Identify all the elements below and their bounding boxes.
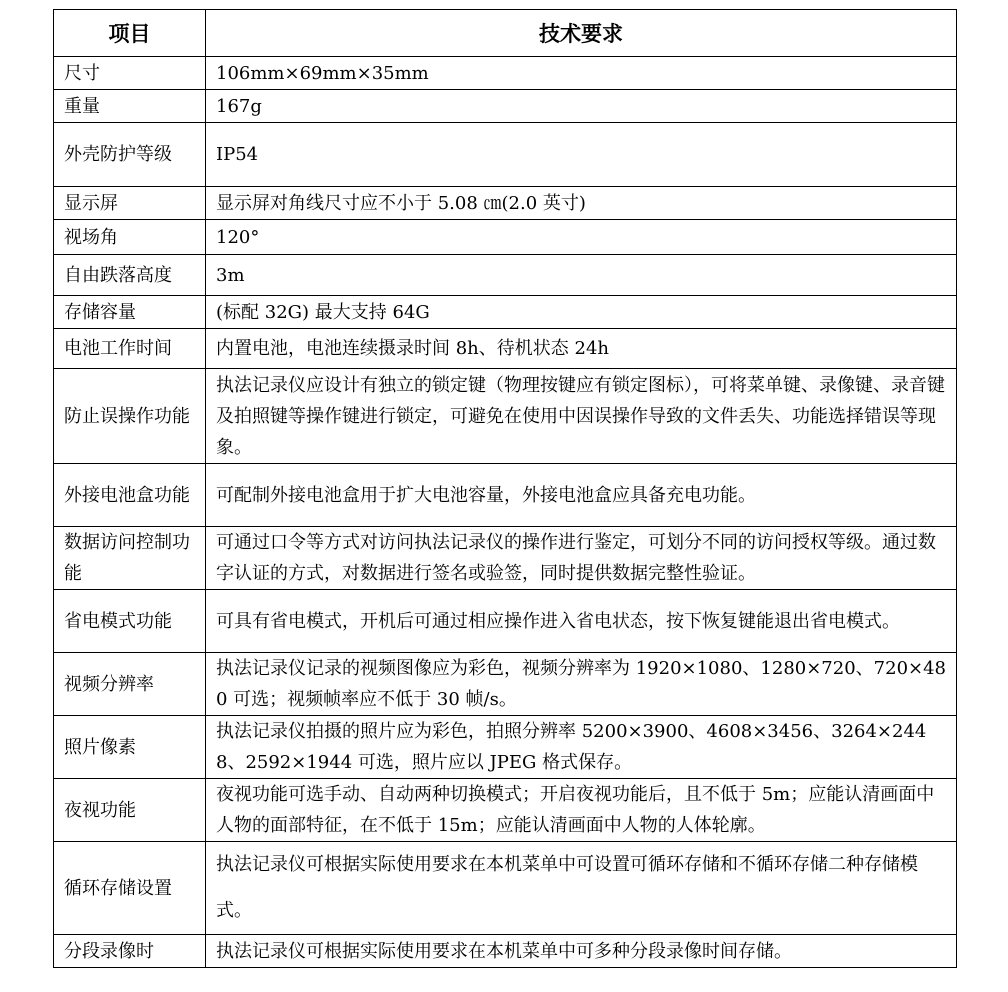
row-item: 存储容量 <box>54 296 206 329</box>
row-item: 尺寸 <box>54 57 206 90</box>
row-item: 电池工作时间 <box>54 329 206 369</box>
header-item: 项目 <box>54 10 206 57</box>
row-requirement: 执法记录仪记录的视频图像应为彩色，视频分辨率为 1920×1080、1280×720、720×480 可选；视频帧率应不低于 30 帧/s。 <box>206 653 957 716</box>
table-row <box>54 464 957 527</box>
row-requirement: IP54 <box>206 123 957 187</box>
table-row <box>54 842 957 935</box>
table-row <box>54 369 957 464</box>
spec-table <box>53 9 957 968</box>
table-row <box>54 220 957 255</box>
table-row <box>54 296 957 329</box>
row-requirement: 执法记录仪拍摄的照片应为彩色，拍照分辨率 5200×3900、4608×3456、3264×2448、2592×1944 可选，照片应以 JPEG 格式保存。 <box>206 716 957 779</box>
table-row <box>54 653 957 716</box>
row-requirement: (标配 32G) 最大支持 64G <box>206 296 957 329</box>
row-item: 自由跌落高度 <box>54 255 206 296</box>
row-item: 重量 <box>54 90 206 123</box>
row-requirement: 120° <box>206 220 957 255</box>
table-row <box>54 57 957 90</box>
row-item: 外壳防护等级 <box>54 123 206 187</box>
row-requirement: 显示屏对角线尺寸应不小于 5.08 ㎝(2.0 英寸) <box>206 187 957 220</box>
row-item: 照片像素 <box>54 716 206 779</box>
row-item: 外接电池盒功能 <box>54 464 206 527</box>
row-item: 夜视功能 <box>54 779 206 842</box>
row-item: 循环存储设置 <box>54 842 206 935</box>
table-row <box>54 527 957 590</box>
row-requirement: 3m <box>206 255 957 296</box>
row-requirement: 167g <box>206 90 957 123</box>
table-row <box>54 329 957 369</box>
table-row <box>54 90 957 123</box>
row-item: 防止误操作功能 <box>54 369 206 464</box>
row-item: 视场角 <box>54 220 206 255</box>
row-requirement: 可具有省电模式，开机后可通过相应操作进入省电状态，按下恢复键能退出省电模式。 <box>206 590 957 653</box>
table-row <box>54 187 957 220</box>
table-header-row <box>54 10 957 57</box>
table-row <box>54 123 957 187</box>
table-row <box>54 716 957 779</box>
row-requirement: 可通过口令等方式对访问执法记录仪的操作进行鉴定，可划分不同的访问授权等级。通过数字认证的方式，对数据进行签名或验签，同时提供数据完整性验证。 <box>206 527 957 590</box>
row-requirement: 执法记录仪可根据实际使用要求在本机菜单中可设置可循环存储和不循环存储二种存储模式。 <box>206 842 957 935</box>
row-requirement: 执法记录仪应设计有独立的锁定键（物理按键应有锁定图标），可将菜单键、录像键、录音键及拍照键等操作键进行锁定，可避免在使用中因误操作导致的文件丢失、功能选择错误等现象。 <box>206 369 957 464</box>
table-row <box>54 779 957 842</box>
row-item: 分段录像时 <box>54 935 206 968</box>
row-requirement: 内置电池，电池连续摄录时间 8h、待机状态 24h <box>206 329 957 369</box>
row-requirement: 106mm×69mm×35mm <box>206 57 957 90</box>
row-requirement: 可配制外接电池盒用于扩大电池容量，外接电池盒应具备充电功能。 <box>206 464 957 527</box>
table-row <box>54 590 957 653</box>
table-row <box>54 255 957 296</box>
row-item: 视频分辨率 <box>54 653 206 716</box>
table-row <box>54 935 957 968</box>
row-requirement: 执法记录仪可根据实际使用要求在本机菜单中可多种分段录像时间存储。 <box>206 935 957 968</box>
row-requirement: 夜视功能可选手动、自动两种切换模式；开启夜视功能后，且不低于 5m；应能认清画面中人物的面部特征，在不低于 15m；应能认清画面中人物的人体轮廓。 <box>206 779 957 842</box>
row-item: 显示屏 <box>54 187 206 220</box>
row-item: 省电模式功能 <box>54 590 206 653</box>
row-item: 数据访问控制功能 <box>54 527 206 590</box>
header-requirement: 技术要求 <box>206 10 957 57</box>
